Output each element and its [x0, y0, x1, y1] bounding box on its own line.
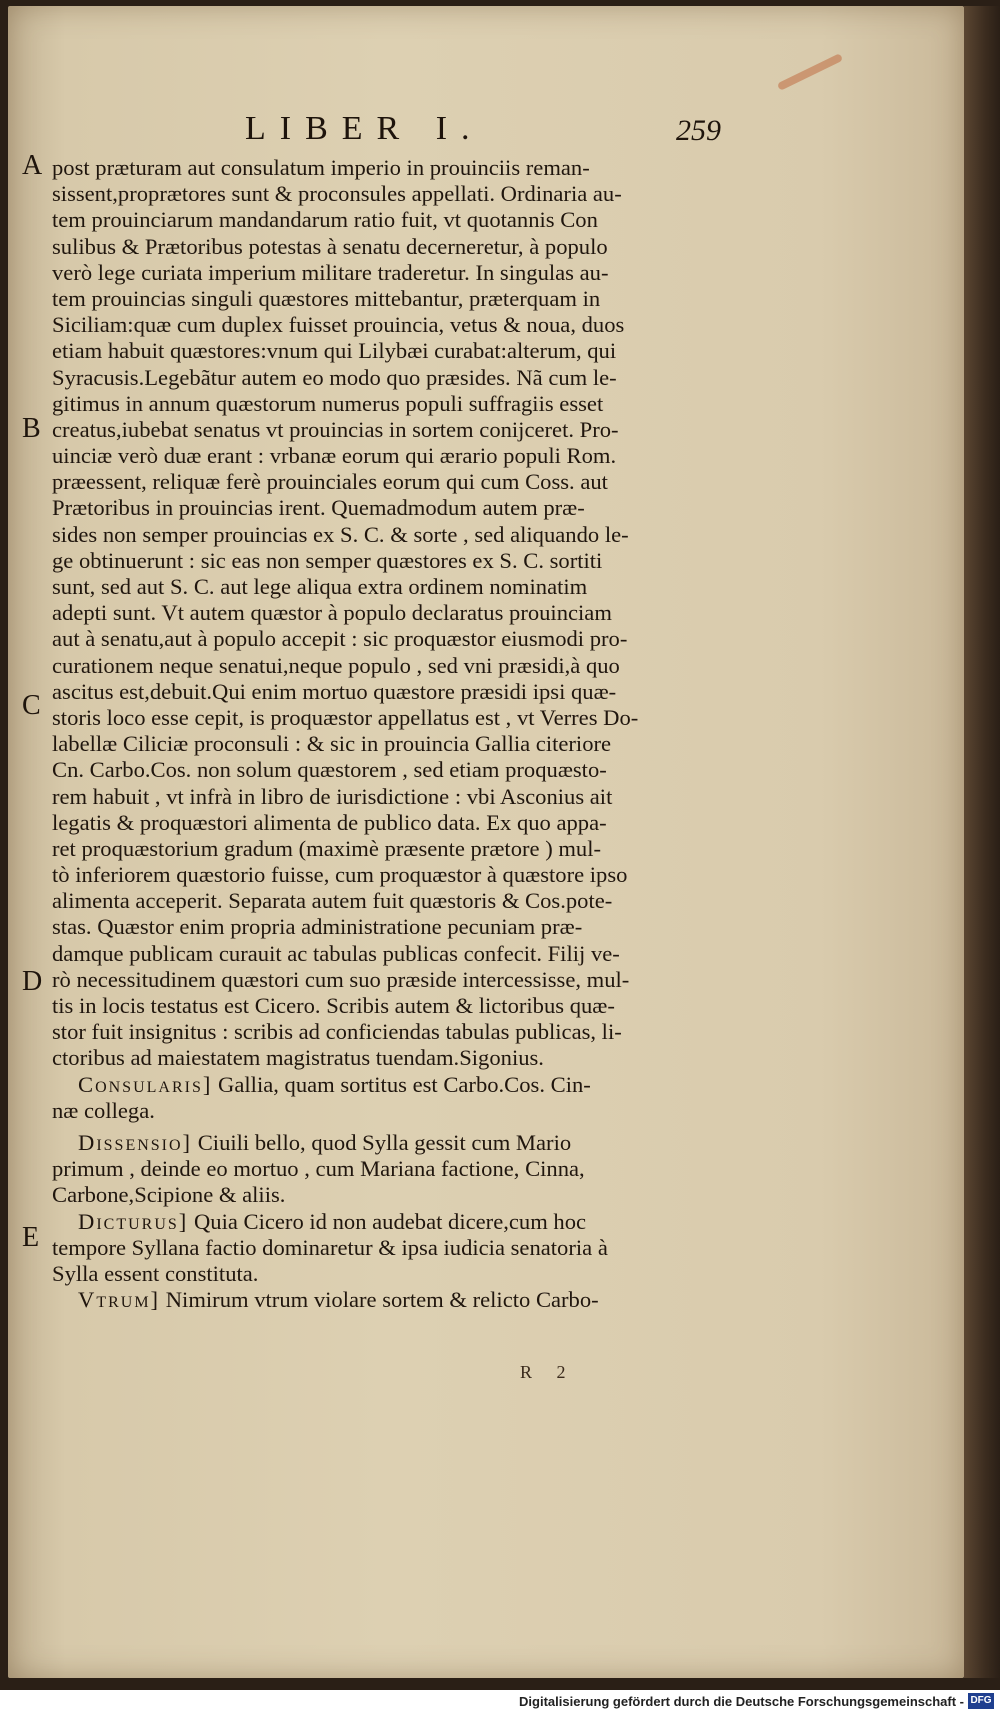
text-line: creatus,iubebat senatus vt prouincias in sortem conijceret. Pro-: [52, 416, 619, 442]
note-text: Quia Cicero id non audebat dicere,cum hoc: [193, 1208, 587, 1234]
text-line: Prætoribus in prouincias irent. Quemadmodum autem præ-: [52, 495, 585, 521]
note-lemma: Dicturus]: [78, 1208, 189, 1234]
note-lemma: Dissensio]: [78, 1129, 193, 1155]
text-line: ctoribus ad maiestatem magistratus tuendam.Sigonius.: [52, 1045, 544, 1071]
footer-bar: [0, 1690, 1000, 1714]
text-line: legatis & proquæstori alimenta de publico data. Ex quo appa-: [52, 809, 607, 835]
text-line: alimenta acceperit. Separata autem fuit quæstoris & Cos.pote-: [52, 888, 613, 914]
text-line: sulibus & Prætoribus potestas à senatu decerneretur, à populo: [52, 233, 608, 259]
page-number: 259: [676, 114, 721, 147]
note-text: Ciuili bello, quod Sylla gessit cum Mario: [197, 1129, 572, 1155]
margin-letter-b: B: [22, 413, 41, 444]
commentary-text: [52, 155, 730, 1313]
text-line: storis loco esse cepit, is proquæstor appellatus est , vt Verres Do-: [52, 704, 639, 730]
text-line: labellæ Ciliciæ proconsuli : & sic in prouincia Gallia citeriore: [52, 731, 612, 757]
text-line: tis in locis testatus est Cicero. Scribis autem & lictoribus quæ-: [52, 993, 615, 1018]
text-line: curationem neque senatui,neque populo , sed vni præsidi,à quo: [52, 652, 620, 678]
text-line: post præturam aut consulatum imperio in prouinciis reman-: [52, 155, 590, 180]
text-line: sissent,proprætores sunt & proconsules appellati. Ordinaria au-: [52, 181, 622, 207]
note-text: Gallia, quam sortitus est Carbo.Cos. Cin-: [218, 1071, 591, 1097]
text-line: ret proquæstorium gradum (maximè præsente prætore ) mul-: [52, 835, 602, 861]
text-line: stor fuit insignitus : scribis ad conficiendas tabulas publicas, li-: [52, 1019, 622, 1045]
note-text: Carbone,Scipione & aliis.: [52, 1182, 286, 1208]
text-line: rò necessitudinem quæstori cum suo præside intercessisse, mul-: [52, 966, 630, 992]
note-lemma: Vtrum]: [78, 1287, 161, 1313]
text-line: rem habuit , vt infrà in libro de iurisdictione : vbi Asconius ait: [52, 783, 613, 809]
note-consularis: [52, 1072, 730, 1098]
text-line: aut à senatu,aut à populo accepit : sic proquæstor eiusmodi pro-: [52, 626, 628, 652]
text-line: stas. Quæstor enim propria administratione pecuniam præ-: [52, 914, 583, 940]
text-line: tem prouincias singuli quæstores mittebantur, præterquam in: [52, 285, 601, 311]
text-line: damque publicam curauit ac tabulas publicas confecit. Filij ve-: [52, 940, 620, 966]
text-line: Siciliam:quæ cum duplex fuisset prouincia, vetus & noua, duos: [52, 312, 625, 338]
text-line: Cn. Carbo.Cos. non solum quæstorem , sed etiam proquæsto-: [52, 757, 607, 783]
text-line: etiam habuit quæstores:vnum qui Lilybæi curabat:alterum, qui: [52, 338, 617, 364]
note-vtrum: [52, 1287, 730, 1313]
text-line: uinciæ verò duæ erant : vrbanæ eorum qui ærario populi Rom.: [52, 443, 617, 469]
text-line: gitimus in annum quæstorum numerus populi suffragiis esset: [52, 390, 604, 416]
note-text: næ collega.: [52, 1097, 155, 1123]
text-line: ascitus est,debuit.Qui enim mortuo quæstore præsidi ipsi quæ-: [52, 678, 617, 704]
margin-letter-e: E: [22, 1222, 40, 1253]
funding-credit: Digitalisierung gefördert durch die Deutsche Forschungsgemeinschaft -: [519, 1694, 964, 1709]
text-line: sides non semper prouincias ex S. C. & sorte , sed aliquando le-: [52, 521, 629, 547]
note-text: Nimirum vtrum violare sortem & relicto Carbo-: [165, 1287, 599, 1313]
text-line: verò lege curiata imperium militare traderetur. In singulas au-: [52, 259, 609, 285]
signature-mark: R 2: [520, 1362, 576, 1382]
note-lemma: Consularis]: [78, 1071, 213, 1097]
dfg-logo: DFG: [968, 1693, 994, 1709]
note-dicturus: [52, 1209, 730, 1235]
note-text: Sylla essent constituta.: [52, 1260, 259, 1286]
text-line: præessent, reliquæ ferè prouinciales eorum qui cum Coss. aut: [52, 469, 608, 495]
text-line: adepti sunt. Vt autem quæstor à populo declaratus prouinciam: [52, 600, 612, 626]
note-text: primum , deinde eo mortuo , cum Mariana factione, Cinna,: [52, 1156, 585, 1182]
text-line: tem prouinciarum mandandarum ratio fuit, vt quotannis Con: [52, 207, 598, 233]
margin-letter-a: A: [22, 150, 43, 181]
text-line: Syracusis.Legebãtur autem eo modo quo præsides. Nã cum le-: [52, 364, 617, 390]
margin-letter-d: D: [22, 966, 43, 997]
margin-letter-c: C: [22, 690, 41, 721]
text-line: ge obtinuerunt : sic eas non semper quæstores ex S. C. sortiti: [52, 547, 603, 573]
note-dissensio: [52, 1130, 730, 1156]
running-head: LIBER I.: [245, 110, 484, 147]
text-line: sunt, sed aut S. C. aut lege aliqua extra ordinem nominatim: [52, 574, 588, 599]
book-edge: [964, 6, 1000, 1678]
text-line: tò inferiorem quæstorio fuisse, cum proquæstor à quæstore ipso: [52, 862, 628, 888]
note-text: tempore Syllana factio dominaretur & ipsa iudicia senatoria à: [52, 1234, 608, 1260]
